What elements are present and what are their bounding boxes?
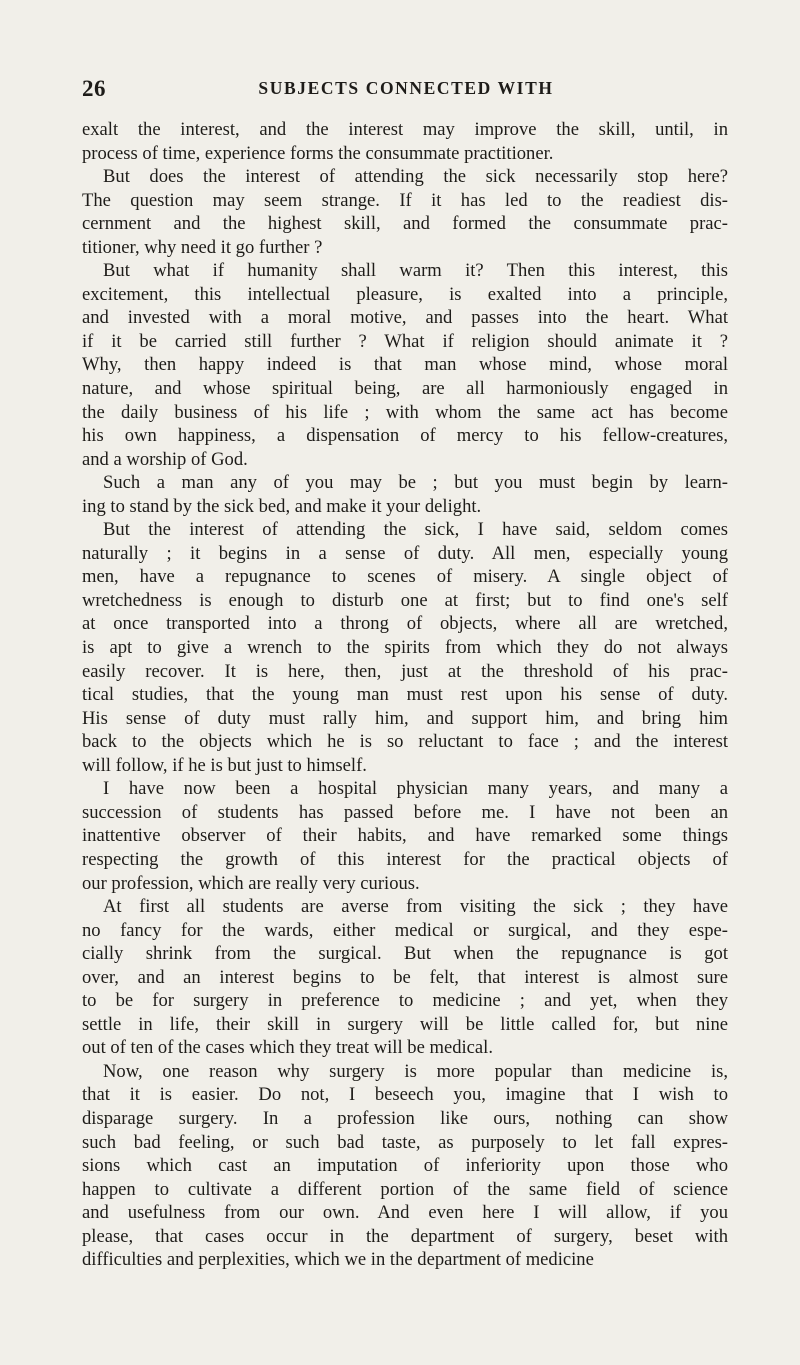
page-header	[82, 76, 730, 102]
text-line: please, that cases occur in the department of surgery, beset with	[82, 1225, 728, 1247]
text-line: sions which cast an imputation of inferiority upon those who	[82, 1155, 728, 1177]
text-line: His sense of duty must rally him, and support him, and bring him	[82, 707, 728, 729]
text-line: the daily business of his life ; with whom the same act has become	[82, 401, 728, 423]
paragraph	[82, 1060, 728, 1272]
text-line: at once transported into a throng of objects, where all are wretched,	[82, 613, 728, 635]
text-line: Now, one reason why surgery is more popular than medicine is,	[103, 1060, 728, 1082]
text-line: naturally ; it begins in a sense of duty. All men, especially young	[82, 542, 728, 564]
text-line: exalt the interest, and the interest may improve the skill, until, in	[82, 119, 728, 140]
text-line: wretchedness is enough to disturb one at first; but to find one's self	[82, 589, 728, 611]
paragraph	[82, 259, 728, 471]
text-line: our profession, which are really very curious.	[82, 872, 420, 894]
text-line: tical studies, that the young man must rest upon his sense of duty.	[82, 684, 728, 706]
text-line: to be for surgery in preference to medicine ; and yet, when they	[82, 990, 728, 1012]
text-line: But what if humanity shall warm it? Then this interest, this	[103, 260, 728, 282]
text-line: At first all students are averse from visiting the sick ; they have	[103, 896, 728, 918]
text-line: cernment and the highest skill, and formed the consummate prac-	[82, 213, 728, 235]
text-line: cially shrink from the surgical. But when the repugnance is got	[82, 943, 728, 965]
text-line: The question may seem strange. If it has led to the readiest dis-	[82, 189, 728, 211]
text-line: no fancy for the wards, either medical or surgical, and they espe-	[82, 919, 728, 941]
paragraph	[82, 895, 728, 1060]
text-line: settle in life, their skill in surgery will be little called for, but nine	[82, 1013, 728, 1035]
text-line: Such a man any of you may be ; but you must begin by learn-	[103, 472, 728, 494]
paragraph	[82, 118, 728, 165]
text-line: men, have a repugnance to scenes of misery. A single object of	[82, 566, 728, 588]
text-line: back to the objects which he is so reluctant to face ; and the interest	[82, 731, 728, 753]
text-line: nature, and whose spiritual being, are all harmoniously engaged in	[82, 378, 728, 400]
text-line: excitement, this intellectual pleasure, is exalted into a principle,	[82, 283, 728, 305]
text-line: his own happiness, a dispensation of mercy to his fellow-creatures,	[82, 425, 728, 447]
text-line: respecting the growth of this interest for the practical objects of	[82, 848, 728, 870]
page-number: 26	[82, 76, 106, 101]
paragraph	[82, 165, 728, 259]
text-line: But does the interest of attending the sick necessarily stop here?	[103, 166, 728, 188]
text-line: difficulties and perplexities, which we in the department of medicine	[82, 1249, 594, 1271]
text-line: happen to cultivate a different portion of the same field of science	[82, 1178, 728, 1200]
text-line: succession of students has passed before me. I have not been an	[82, 801, 728, 823]
text-line: that it is easier. Do not, I beseech you, imagine that I wish to	[82, 1084, 728, 1106]
text-line: But the interest of attending the sick, I have said, seldom comes	[103, 519, 728, 541]
text-line: and usefulness from our own. And even here I will allow, if you	[82, 1202, 728, 1224]
text-line: is apt to give a wrench to the spirits from which they do not always	[82, 637, 728, 659]
text-line: disparage surgery. In a profession like ours, nothing can show	[82, 1107, 728, 1129]
text-line: titioner, why need it go further ?	[82, 236, 323, 258]
text-line: such bad feeling, or such bad taste, as purposely to let fall expres-	[82, 1131, 728, 1153]
body-text	[82, 118, 728, 1272]
running-head: SUBJECTS CONNECTED WITH	[258, 78, 554, 98]
text-line: I have now been a hospital physician many years, and many a	[103, 778, 728, 800]
text-line: Why, then happy indeed is that man whose mind, whose moral	[82, 354, 728, 376]
text-line: out of ten of the cases which they treat will be medical.	[82, 1037, 493, 1059]
paragraph	[82, 777, 728, 895]
text-line: over, and an interest begins to be felt, that interest is almost sure	[82, 966, 728, 988]
text-line: and a worship of God.	[82, 448, 248, 470]
text-line: easily recover. It is here, then, just at the threshold of his prac-	[82, 660, 728, 682]
text-line: ing to stand by the sick bed, and make it your delight.	[82, 495, 482, 517]
text-line: inattentive observer of their habits, and have remarked some things	[82, 825, 728, 847]
text-line: will follow, if he is but just to himself.	[82, 754, 367, 776]
paragraph	[82, 471, 728, 518]
text-line: and invested with a moral motive, and passes into the heart. What	[82, 307, 728, 329]
paragraph	[82, 518, 728, 777]
text-line: process of time, experience forms the consummate practitioner.	[82, 142, 554, 164]
text-line: if it be carried still further ? What if religion should animate it ?	[82, 330, 728, 352]
